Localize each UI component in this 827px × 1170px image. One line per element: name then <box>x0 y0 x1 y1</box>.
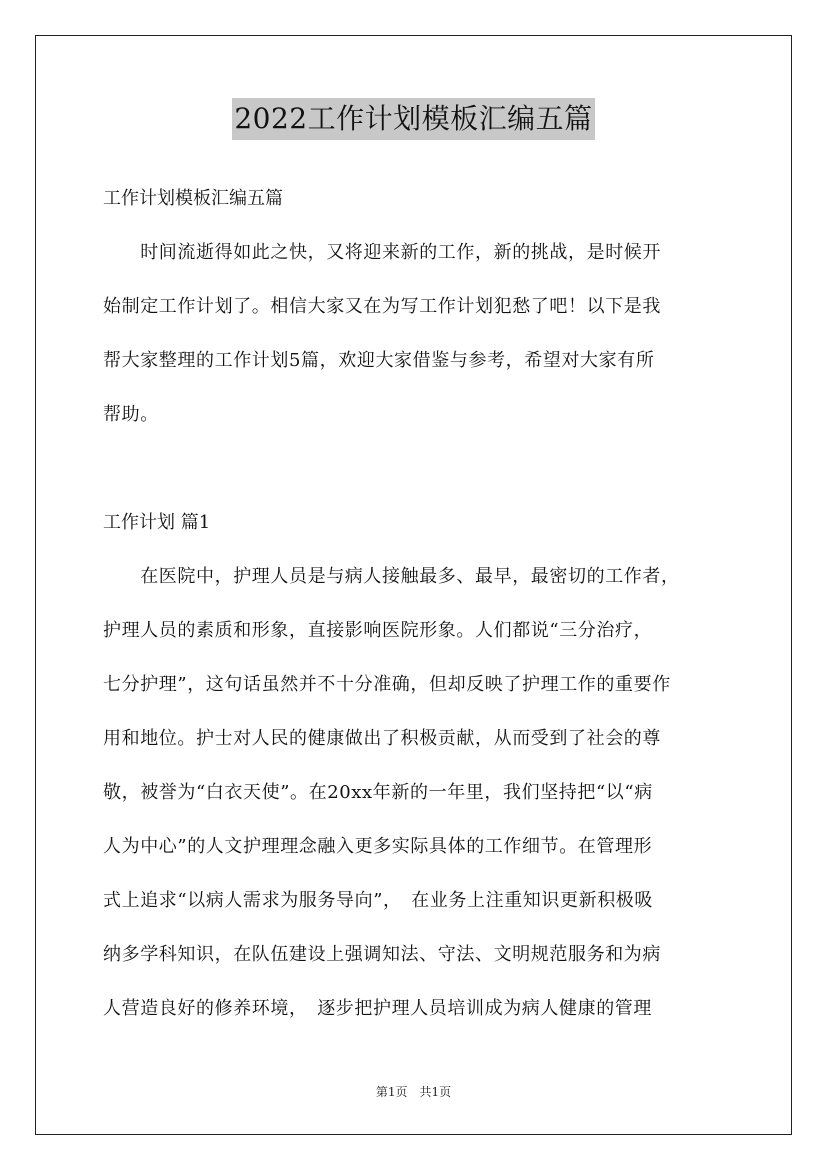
section-heading: 工作计划 篇1 <box>103 512 211 533</box>
body-line: 用和地位。护士对人民的健康做出了积极贡献，从而受到了社会的尊 <box>103 728 661 749</box>
body-line: 敬，被誉为“白衣天使”。在20xx年新的一年里，我们坚持把“以“病 <box>103 782 653 803</box>
page-footer: 第1页 共1页 <box>375 1085 452 1099</box>
body-line: 人为中心”的人文护理理念融入更多实际具体的工作细节。在管理形 <box>103 836 653 857</box>
body-line: 在医院中，护理人员是与病人接触最多、最早，最密切的工作者， <box>103 566 680 587</box>
document-body <box>103 172 727 1036</box>
intro-line: 帮助。 <box>103 404 159 425</box>
document-title: 2022工作计划模板汇编五篇 <box>232 98 594 140</box>
title-wrap <box>0 98 827 140</box>
body-line: 纳多学科知识，在队伍建设上强调知法、守法、文明规范服务和为病 <box>103 944 661 965</box>
body-line: 护理人员的素质和形象，直接影响医院形象。人们都说“三分治疗， <box>103 620 653 641</box>
body-line: 七分护理”，这句话虽然并不十分准确，但却反映了护理工作的重要作 <box>103 674 671 695</box>
subtitle: 工作计划模板汇编五篇 <box>103 188 283 209</box>
intro-line: 始制定工作计划了。相信大家又在为写工作计划犯愁了吧！以下是我 <box>103 296 661 317</box>
intro-line: 帮大家整理的工作计划5篇，欢迎大家借鉴与参考，希望对大家有所 <box>103 350 655 371</box>
body-line: 式上追求“以病人需求为服务导向”， 在业务上注重知识更新积极吸 <box>103 890 654 911</box>
paragraph-gap <box>103 442 727 496</box>
intro-line: 时间流逝得如此之快，又将迎来新的工作，新的挑战，是时候开 <box>103 242 661 263</box>
body-line: 人营造良好的修养环境， 逐步把护理人员培训成为病人健康的管理 <box>103 998 652 1019</box>
